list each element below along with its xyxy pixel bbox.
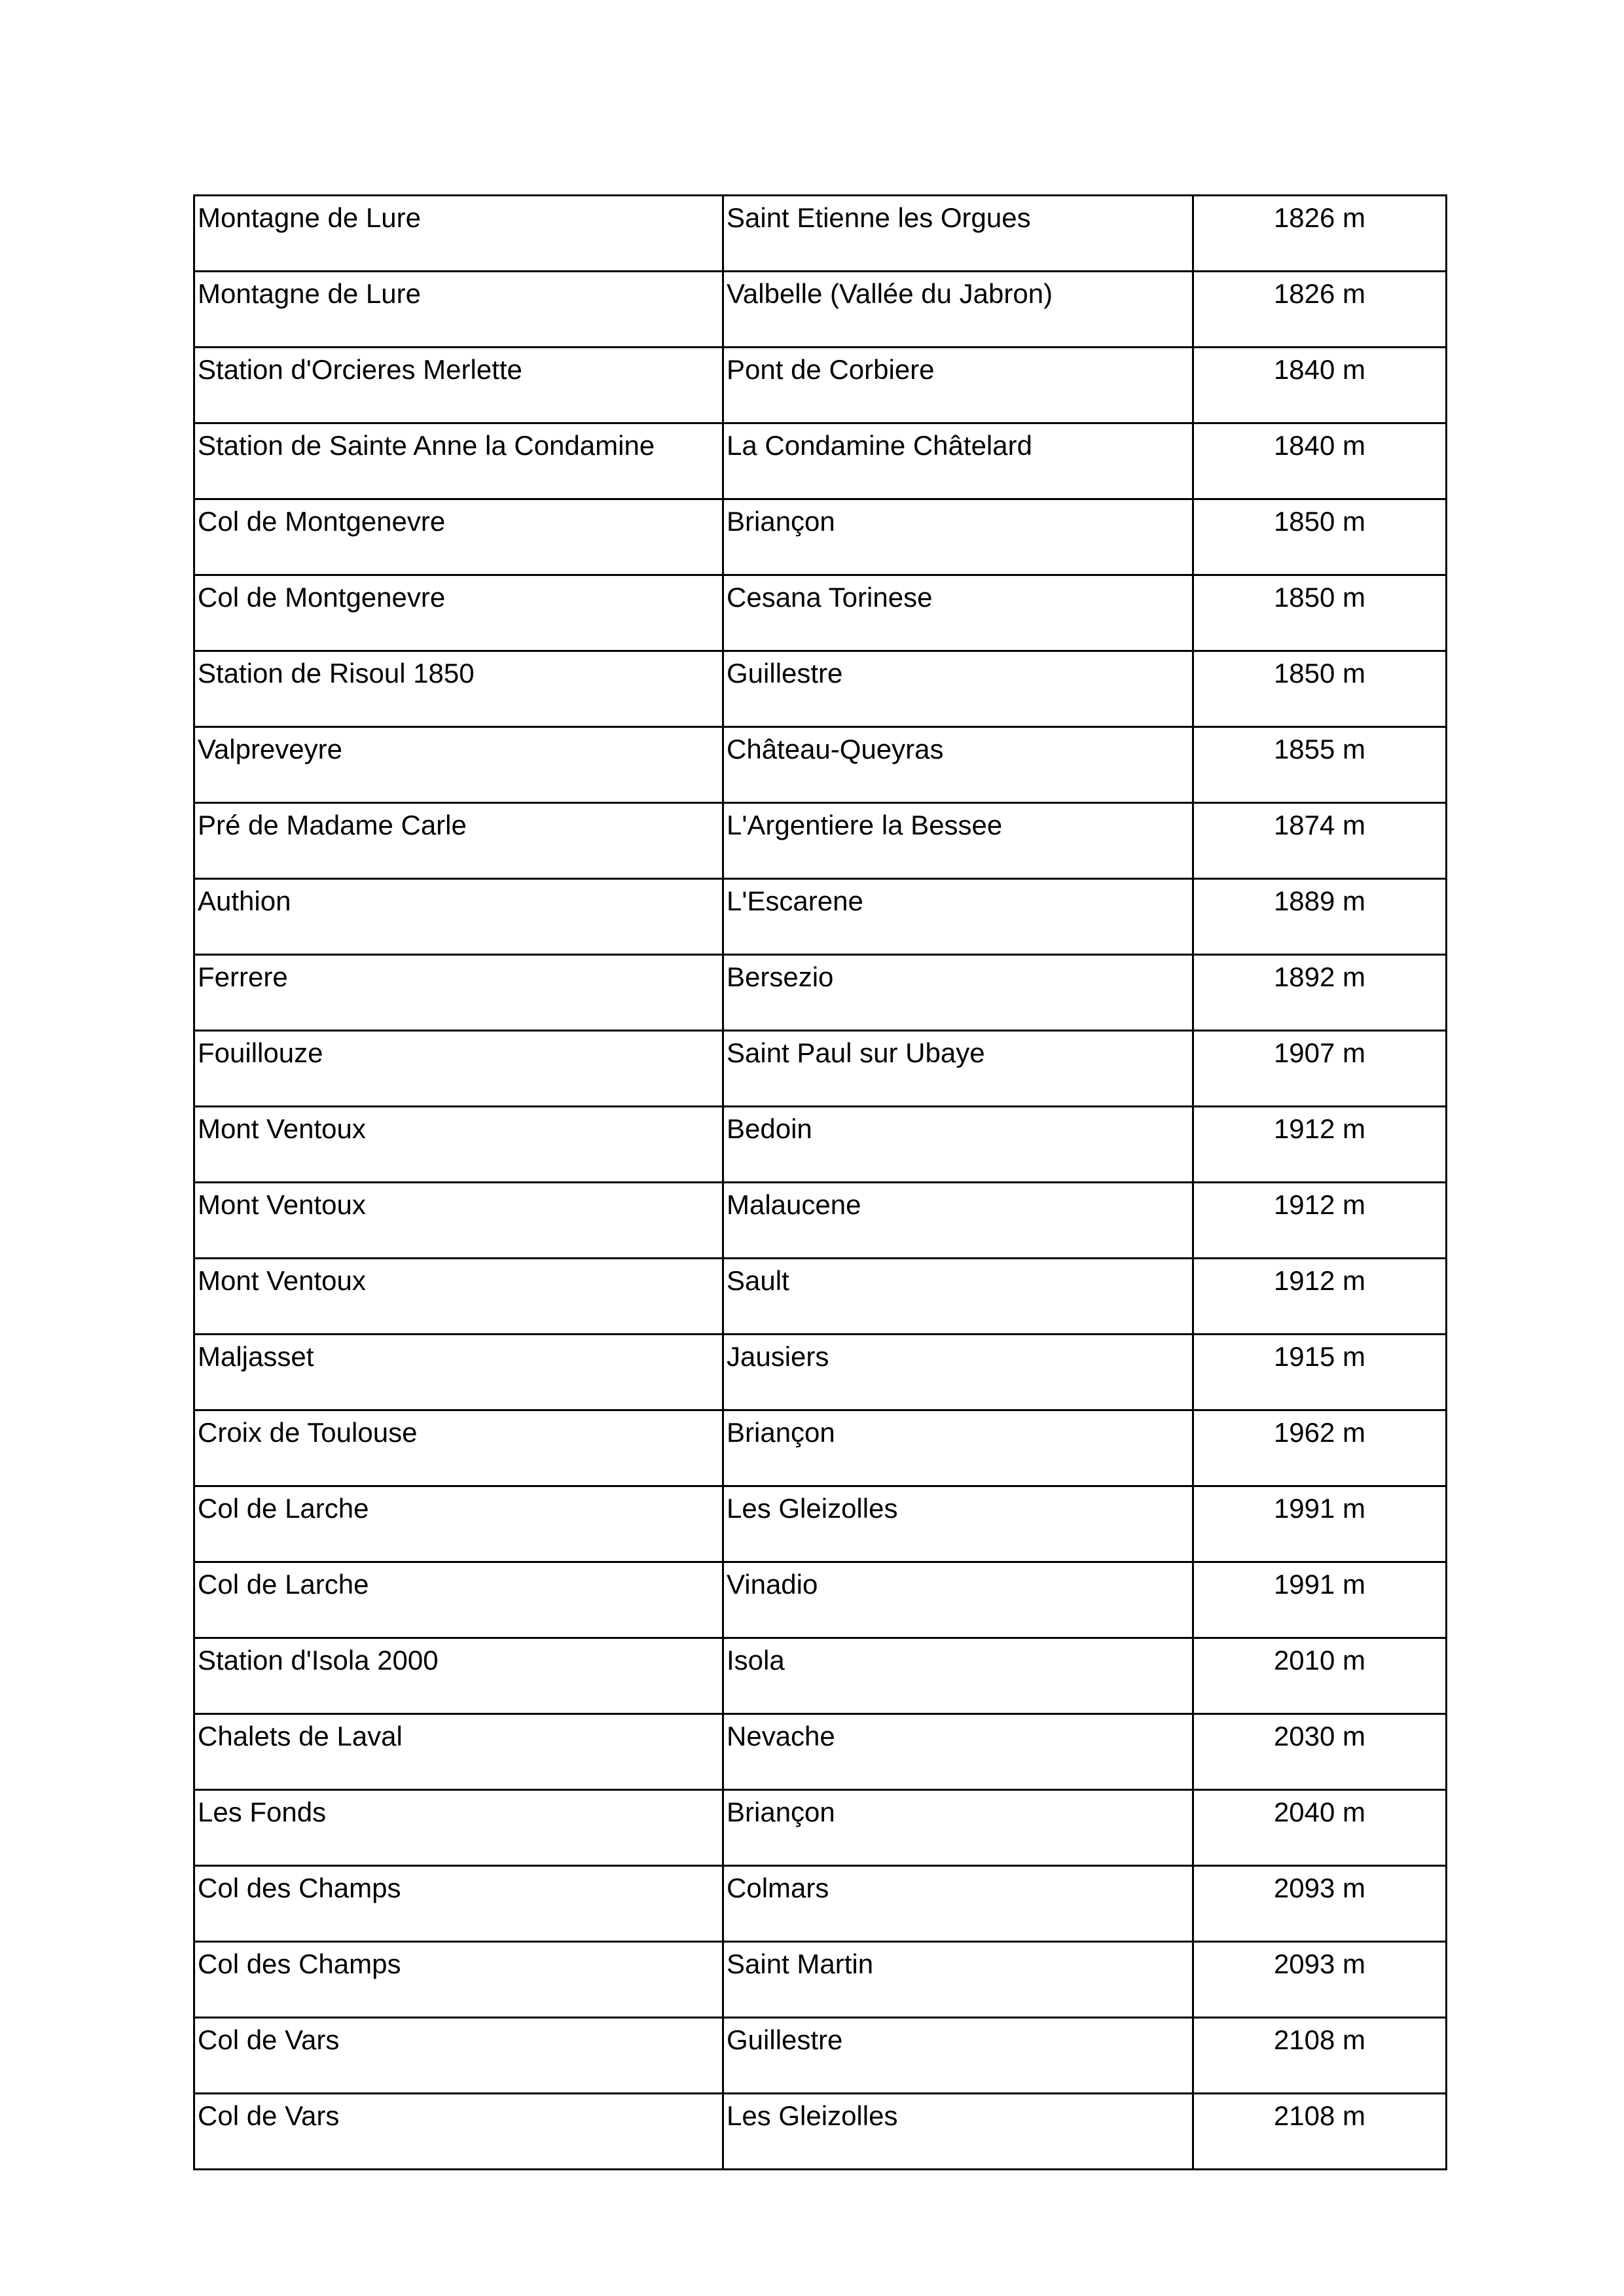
col-name-cell: Chalets de Laval xyxy=(194,1714,723,1790)
altitude-cell: 1840 m xyxy=(1193,348,1447,423)
table-row xyxy=(194,651,1447,727)
start-town-cell: Sault xyxy=(723,1259,1193,1335)
start-town-cell: Briançon xyxy=(723,1790,1193,1866)
col-name-cell: Col de Montgenevre xyxy=(194,575,723,651)
altitude-cell: 1912 m xyxy=(1193,1259,1447,1335)
altitude-cell: 1826 m xyxy=(1193,196,1447,272)
start-town-cell: Briançon xyxy=(723,499,1193,575)
col-name-cell: Station d'Orcieres Merlette xyxy=(194,348,723,423)
altitude-cell: 1991 m xyxy=(1193,1562,1447,1638)
col-name-cell: Fouillouze xyxy=(194,1031,723,1107)
col-name-cell: Authion xyxy=(194,879,723,955)
altitude-cell: 2093 m xyxy=(1193,1942,1447,2018)
start-town-cell: Saint Etienne les Orgues xyxy=(723,196,1193,272)
start-town-cell: Cesana Torinese xyxy=(723,575,1193,651)
altitude-cell: 2010 m xyxy=(1193,1638,1447,1714)
col-name-cell: Mont Ventoux xyxy=(194,1183,723,1259)
table-row xyxy=(194,1107,1447,1183)
table-row xyxy=(194,1410,1447,1486)
table-row xyxy=(194,499,1447,575)
table-row xyxy=(194,1790,1447,1866)
col-name-cell: Col de Larche xyxy=(194,1562,723,1638)
table-row xyxy=(194,1866,1447,1942)
table-row xyxy=(194,1486,1447,1562)
altitude-cell: 1991 m xyxy=(1193,1486,1447,1562)
start-town-cell: Saint Paul sur Ubaye xyxy=(723,1031,1193,1107)
col-name-cell: Maljasset xyxy=(194,1335,723,1410)
climbs-table-body xyxy=(194,196,1447,2170)
altitude-cell: 2108 m xyxy=(1193,2094,1447,2170)
altitude-cell: 1840 m xyxy=(1193,423,1447,499)
start-town-cell: Valbelle (Vallée du Jabron) xyxy=(723,272,1193,348)
altitude-cell: 1889 m xyxy=(1193,879,1447,955)
col-name-cell: Valpreveyre xyxy=(194,727,723,803)
start-town-cell: Isola xyxy=(723,1638,1193,1714)
altitude-cell: 1962 m xyxy=(1193,1410,1447,1486)
table-row xyxy=(194,1031,1447,1107)
table-row xyxy=(194,2018,1447,2094)
altitude-cell: 2040 m xyxy=(1193,1790,1447,1866)
col-name-cell: Col de Vars xyxy=(194,2018,723,2094)
start-town-cell: L'Argentiere la Bessee xyxy=(723,803,1193,879)
col-name-cell: Ferrere xyxy=(194,955,723,1031)
table-row xyxy=(194,1714,1447,1790)
col-name-cell: Les Fonds xyxy=(194,1790,723,1866)
altitude-cell: 1850 m xyxy=(1193,499,1447,575)
col-name-cell: Col de Montgenevre xyxy=(194,499,723,575)
table-row xyxy=(194,196,1447,272)
table-row xyxy=(194,2094,1447,2170)
col-name-cell: Col des Champs xyxy=(194,1942,723,2018)
col-name-cell: Station d'Isola 2000 xyxy=(194,1638,723,1714)
start-town-cell: Les Gleizolles xyxy=(723,1486,1193,1562)
altitude-cell: 1892 m xyxy=(1193,955,1447,1031)
start-town-cell: Guillestre xyxy=(723,651,1193,727)
table-row xyxy=(194,1259,1447,1335)
table-row xyxy=(194,423,1447,499)
col-name-cell: Station de Risoul 1850 xyxy=(194,651,723,727)
table-row xyxy=(194,1335,1447,1410)
start-town-cell: Bedoin xyxy=(723,1107,1193,1183)
col-name-cell: Mont Ventoux xyxy=(194,1107,723,1183)
altitude-cell: 2030 m xyxy=(1193,1714,1447,1790)
start-town-cell: Guillestre xyxy=(723,2018,1193,2094)
table-row xyxy=(194,955,1447,1031)
altitude-cell: 1855 m xyxy=(1193,727,1447,803)
start-town-cell: La Condamine Châtelard xyxy=(723,423,1193,499)
altitude-cell: 2108 m xyxy=(1193,2018,1447,2094)
altitude-cell: 2093 m xyxy=(1193,1866,1447,1942)
start-town-cell: Jausiers xyxy=(723,1335,1193,1410)
start-town-cell: Saint Martin xyxy=(723,1942,1193,2018)
altitude-cell: 1850 m xyxy=(1193,575,1447,651)
start-town-cell: L'Escarene xyxy=(723,879,1193,955)
table-row xyxy=(194,879,1447,955)
altitude-cell: 1850 m xyxy=(1193,651,1447,727)
altitude-cell: 1826 m xyxy=(1193,272,1447,348)
table-row xyxy=(194,1942,1447,2018)
col-name-cell: Montagne de Lure xyxy=(194,196,723,272)
start-town-cell: Bersezio xyxy=(723,955,1193,1031)
table-row xyxy=(194,1183,1447,1259)
col-name-cell: Pré de Madame Carle xyxy=(194,803,723,879)
col-name-cell: Station de Sainte Anne la Condamine xyxy=(194,423,723,499)
altitude-cell: 1907 m xyxy=(1193,1031,1447,1107)
table-row xyxy=(194,803,1447,879)
table-row xyxy=(194,1638,1447,1714)
table-row xyxy=(194,727,1447,803)
col-name-cell: Mont Ventoux xyxy=(194,1259,723,1335)
col-name-cell: Montagne de Lure xyxy=(194,272,723,348)
start-town-cell: Colmars xyxy=(723,1866,1193,1942)
start-town-cell: Vinadio xyxy=(723,1562,1193,1638)
altitude-cell: 1912 m xyxy=(1193,1183,1447,1259)
col-name-cell: Col de Vars xyxy=(194,2094,723,2170)
table-row xyxy=(194,1562,1447,1638)
col-name-cell: Croix de Toulouse xyxy=(194,1410,723,1486)
start-town-cell: Château-Queyras xyxy=(723,727,1193,803)
col-name-cell: Col des Champs xyxy=(194,1866,723,1942)
start-town-cell: Briançon xyxy=(723,1410,1193,1486)
altitude-cell: 1915 m xyxy=(1193,1335,1447,1410)
start-town-cell: Les Gleizolles xyxy=(723,2094,1193,2170)
climbs-table xyxy=(193,194,1447,2170)
altitude-cell: 1912 m xyxy=(1193,1107,1447,1183)
start-town-cell: Pont de Corbiere xyxy=(723,348,1193,423)
table-row xyxy=(194,348,1447,423)
table-row xyxy=(194,575,1447,651)
table-row xyxy=(194,272,1447,348)
col-name-cell: Col de Larche xyxy=(194,1486,723,1562)
start-town-cell: Nevache xyxy=(723,1714,1193,1790)
altitude-cell: 1874 m xyxy=(1193,803,1447,879)
start-town-cell: Malaucene xyxy=(723,1183,1193,1259)
